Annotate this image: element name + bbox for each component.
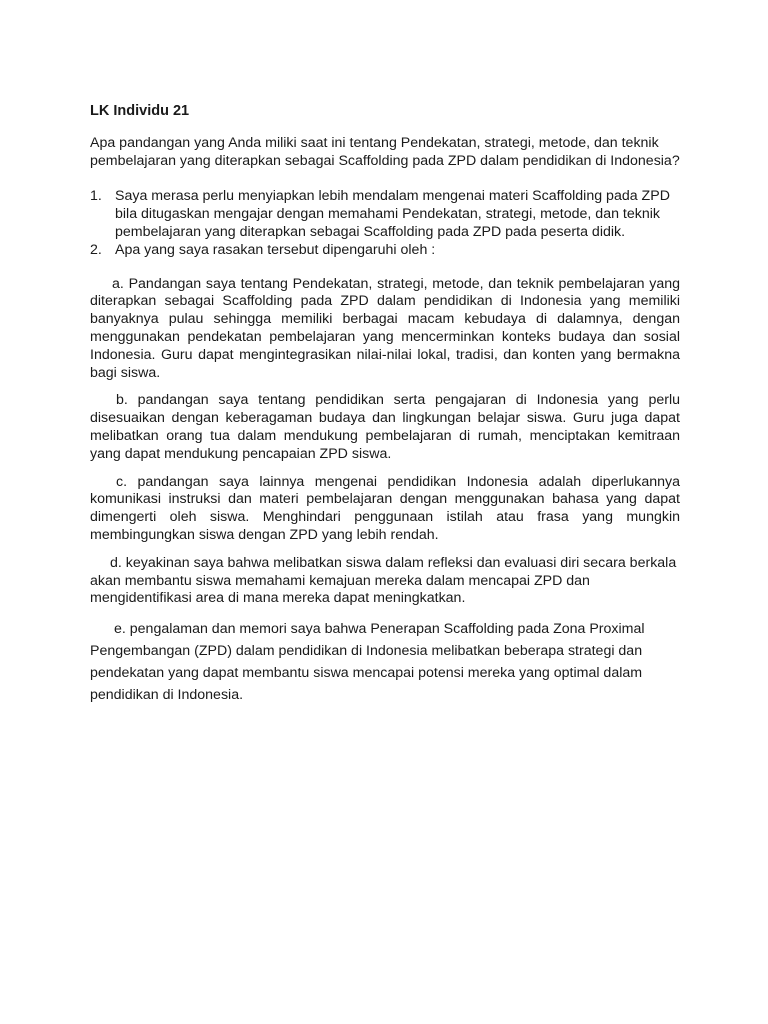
- sub-point-e: e. pengalaman dan memori saya bahwa Penerapan Scaffolding pada Zona Proximal Pengembangan (ZPD) dalam pendidikan di Indonesia melibatkan beberapa strategi dan pendekatan yang dapat membantu siswa mencapai potensi mereka yang optimal dalam pendidikan di Indonesia.: [90, 621, 645, 704]
- document-body: [90, 103, 680, 706]
- numbered-list: [90, 188, 680, 259]
- list-item: [90, 242, 680, 260]
- list-item-number: 2.: [90, 241, 102, 258]
- list-item-text: Apa yang saya rasakan tersebut dipengaruhi oleh :: [115, 241, 436, 258]
- question-text: Apa pandangan yang Anda miliki saat ini tentang Pendekatan, strategi, metode, dan teknik pembelajaran yang diterapkan sebagai Scaffolding pada ZPD dalam pendidikan di Indonesia?: [90, 134, 680, 169]
- document-title: LK Individu 21: [90, 103, 190, 119]
- list-item-number: 1.: [90, 188, 102, 205]
- sub-point-d: d. keyakinan saya bahwa melibatkan siswa dalam refleksi dan evaluasi diri secara berkala akan membantu siswa memahami kemajuan mereka dalam mencapai ZPD dan mengidentifikasi area di mana mereka dapat meningkatkan.: [90, 554, 677, 607]
- list-item: [90, 188, 680, 241]
- list-item-text: Saya merasa perlu menyiapkan lebih mendalam mengenai materi Scaffolding pada ZPD bila ditugaskan mengajar dengan memahami Pendekatan, strategi, metode, dan teknik pembelajaran yang diterapkan sebagai Scaffolding pada ZPD pada peserta didik.: [115, 188, 670, 240]
- sub-point-c: c. pandangan saya lainnya mengenai pendidikan Indonesia adalah diperlukannya komunikasi instruksi dan materi pembelajaran dengan menggunakan bahasa yang dapat dimengerti oleh siswa. Menghindari penggunaan istilah atau frasa yang mungkin membingungkan siswa dengan ZPD yang lebih rendah.: [90, 473, 680, 543]
- sub-point-a: a. Pandangan saya tentang Pendekatan, strategi, metode, dan teknik pembelajaran yang diterapkan sebagai Scaffolding pada ZPD dalam pendidikan di Indonesia yang memiliki banyaknya pulau sehingga memiliki berbagai macam kebudaya di dalamnya, dengan menggunakan pendekatan pembelajaran yang mencerminkan konteks budaya dan sosial Indonesia. Guru dapat mengintegrasikan nilai-nilai lokal, tradisi, dan konten yang bermakna bagi siswa.: [90, 275, 680, 381]
- sub-point-b: b. pandangan saya tentang pendidikan serta pengajaran di Indonesia yang perlu disesuaikan dengan keberagaman budaya dan lingkungan belajar siswa. Guru juga dapat melibatkan orang tua dalam mendukung pembelajaran di rumah, menciptakan kemitraan yang dapat mendukung pencapaian ZPD siswa.: [90, 392, 680, 462]
